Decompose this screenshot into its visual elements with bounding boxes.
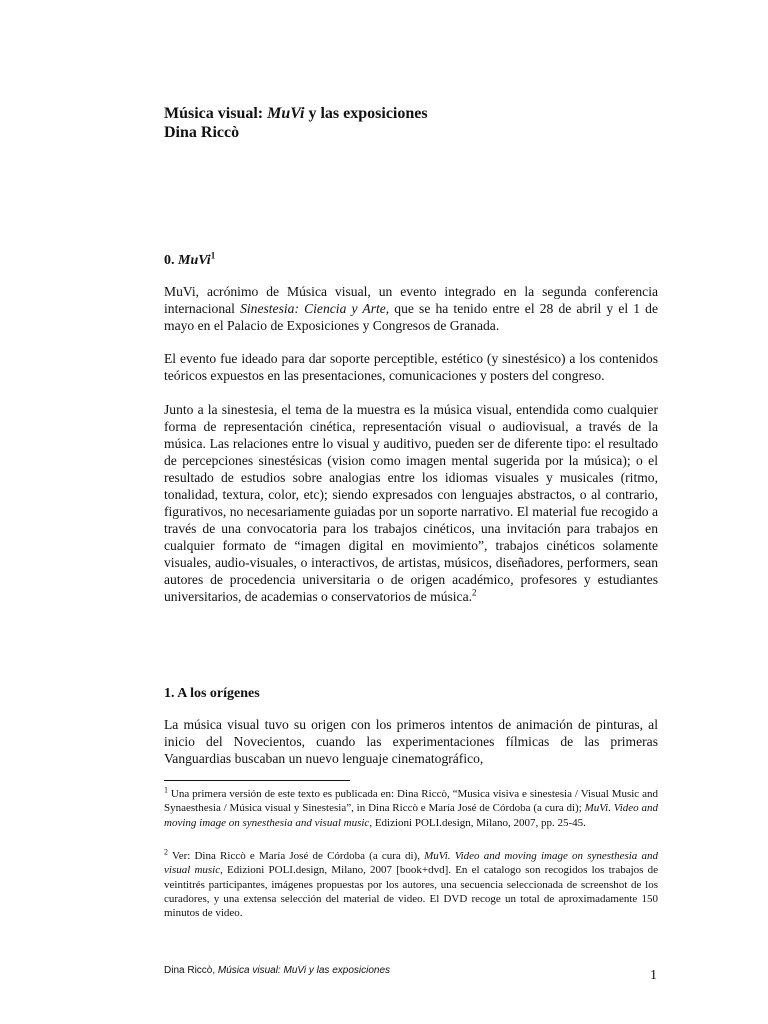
paragraph-2: El evento fue ideado para dar soporte perceptible, estético (y sinestésico) a los contenidos teóricos expuestos en las presentaciones, comunicaciones y posters del congreso. xyxy=(164,351,658,383)
footnote-1-text: Una primera versión de este texto es publicada en: Dina Riccò, “Musica visiva e sinestesia / Visual Music and Synaesthesia / Música visual y Sinestesia”, in Dina Riccò e María José de Córdoba (a cura di); xyxy=(164,788,658,815)
title-rest: y las exposiciones xyxy=(304,105,428,122)
footnote-2-italic: MuVi. Video and moving image on synesthesia and visual music xyxy=(164,850,658,877)
footnote-2-text: Ver: Dina Riccò e María José de Córdoba (a cura di), xyxy=(168,850,425,862)
paragraph-3 xyxy=(164,401,658,605)
footnote-1-text-end: , Edizioni POLI.design, Milano, 2007, pp. 25-45. xyxy=(369,816,586,829)
paragraph-4: La música visual tuvo su origen con los primeros intentos de animación de pinturas, al inicio del Novecientos, cuando las experimentaciones fílmicas de las primeras Vanguardias buscaban un nuevo lenguaje cinematográfico, xyxy=(164,717,658,766)
footnote-divider xyxy=(164,780,350,781)
footnote-1 xyxy=(164,787,658,830)
paragraph-1 xyxy=(164,283,658,334)
section-heading-0 xyxy=(164,250,216,269)
paragraph-1-text-end: , que se ha tenido entre el 28 de abril y el 1 de mayo en el Palacio de Exposiciones y Congresos de Granada. xyxy=(164,301,658,333)
section-number: 0. xyxy=(164,253,178,268)
footnote-2-text-end: , Edizioni POLI.design, Milano, 2007 [book+dvd]. En el catalogo son recogidos los trabajos de veintitrés participantes, imágenes propuestas por los autores, una secuencia seleccionada de screenshot de los curadores, y una extensa selección del material de video. El DVD recoge un total de aproximadamente 150 minutos de video. xyxy=(164,864,658,920)
title-italic: MuVi xyxy=(267,105,305,122)
page-footer xyxy=(164,965,390,976)
page-number: 1 xyxy=(650,968,657,983)
paragraph-3-text: Junto a la sinestesia, el tema de la muestra es la música visual, entendida como cualquier forma de representación cinética, representación visual o audiovisual, a través de la música. Las relaciones entre lo visual y auditivo, pueden ser de diferente tipo: el resultado de percepciones sinestésicas (vision como imagen mental sugerida por la música); o el resultado de estudios sobre analogias entre los idiomas visuales y musicales (ritmo, tonalidad, textura, color, etc); siendo expresados con lenguajes abstractos, o al contrario, figurativos, no necesariamente guiadas por un soporte narrativo. El material fue recogido a través de una convocatoria para los trabajos cinéticos, una invitación para trabajos en cualquier formato de “imagen digital en movimiento”, trabajos cinéticos solamente visuales, audio-visuales, o interactivos, de artistas, músicos, diseñadores, performers, sean autores de procedencia universitaria o de origen académico, profesores y estudiantes universitarios, de academias o conservatorios de música. xyxy=(164,402,658,604)
document-author: Dina Riccò xyxy=(164,124,240,141)
footnote-1-number: 1 xyxy=(164,785,168,795)
section-label: MuVi xyxy=(178,253,211,268)
footnote-2 xyxy=(164,849,658,920)
document-title xyxy=(164,104,428,123)
paragraph-1-text: MuVi, acrónimo de Música visual, un evento integrado en la segunda conferencia internacional xyxy=(164,284,658,316)
footnote-1-italic: MuVi. Video and moving image on synesthesia and visual music xyxy=(164,802,658,829)
title-text: Música visual: xyxy=(164,105,268,122)
footer-author: Dina Riccò, xyxy=(164,965,218,976)
footnote-ref-1[interactable]: 1 xyxy=(210,250,216,261)
paragraph-1-italic: Sinestesia: Ciencia y Arte xyxy=(240,301,386,316)
section-heading-1: 1. A los orígenes xyxy=(164,686,260,701)
footer-title: Música visual: MuVi y las exposiciones xyxy=(217,965,391,976)
footnote-ref-2[interactable]: 2 xyxy=(472,587,477,598)
footnote-2-number: 2 xyxy=(164,847,168,857)
